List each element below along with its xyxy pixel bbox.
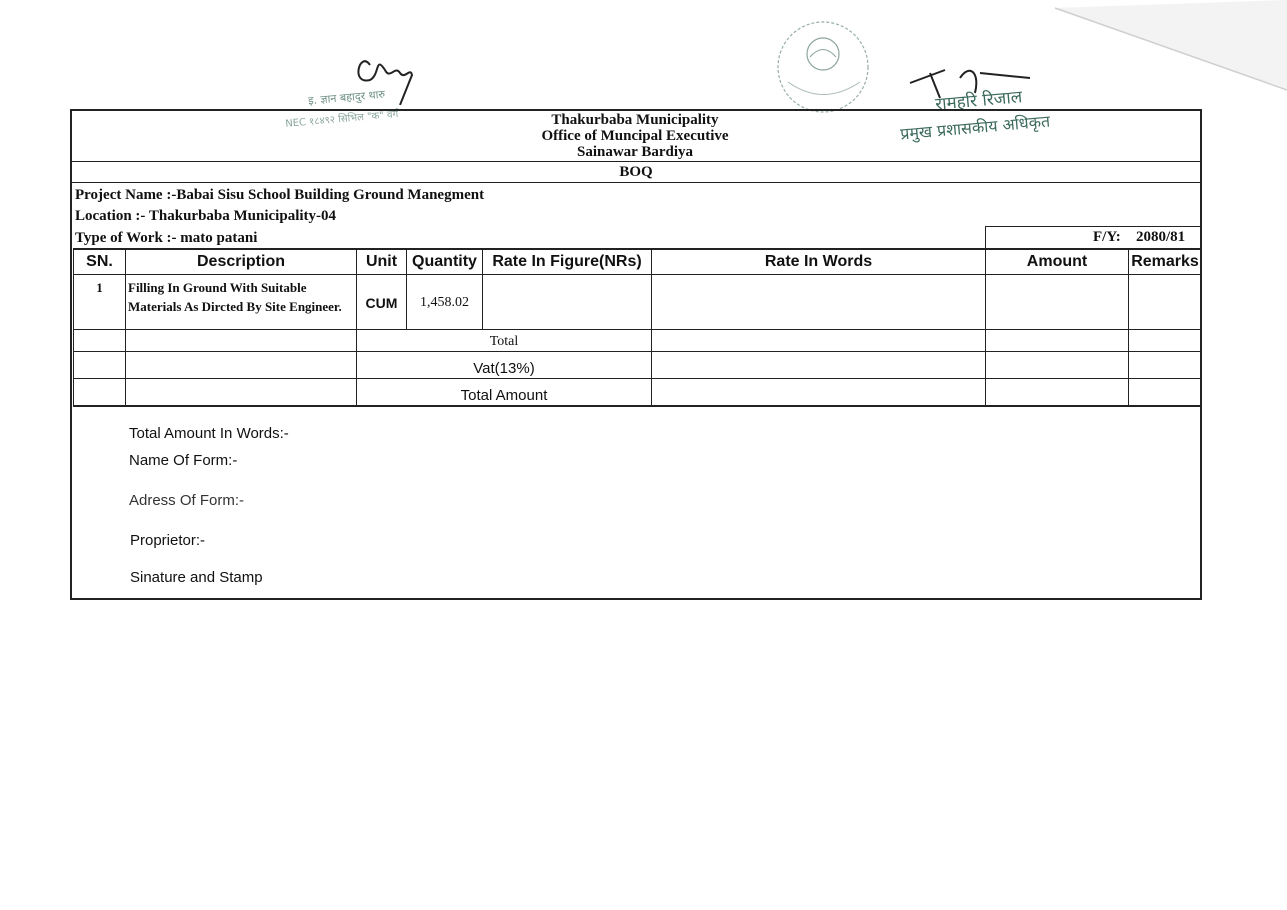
row-line bbox=[73, 405, 1201, 407]
header-rate-words: Rate In Words bbox=[764, 253, 873, 270]
header-sn: SN. bbox=[86, 253, 113, 270]
header-unit: Unit bbox=[365, 253, 398, 270]
col-line bbox=[1200, 248, 1201, 406]
engineer-stamp-line1: इ. ज्ञान बहादुर थारु bbox=[307, 87, 386, 108]
fiscal-year-label: F/Y: bbox=[1093, 229, 1121, 245]
header-description: Description bbox=[196, 253, 285, 270]
header-quantity: Quantity bbox=[412, 253, 477, 270]
col-line bbox=[356, 248, 357, 406]
header-rate-figure: Rate In Figure(NRs) bbox=[492, 253, 642, 270]
officer-name: रामहरि रिजाल bbox=[934, 87, 1024, 115]
table-header-line bbox=[73, 274, 1201, 275]
header-amount: Amount bbox=[1026, 253, 1088, 270]
col-line bbox=[73, 248, 74, 406]
row-description: Filling In Ground With Suitable Materials As Dircted By Site Engineer. bbox=[128, 280, 342, 314]
fiscal-year-value: 2080/81 bbox=[1136, 229, 1186, 245]
vat-label: Vat(13%) bbox=[473, 360, 535, 377]
address-of-firm-label: Adress Of Form:- bbox=[129, 492, 245, 509]
row-line bbox=[73, 378, 1201, 379]
header-remarks: Remarks bbox=[1131, 253, 1199, 270]
row-line bbox=[73, 351, 1201, 352]
col-line bbox=[651, 248, 652, 406]
signature-label: Sinature and Stamp bbox=[130, 569, 263, 586]
row-line bbox=[73, 329, 1201, 330]
divider bbox=[70, 182, 1201, 183]
proprietor-label: Proprietor:- bbox=[130, 532, 206, 549]
divider bbox=[70, 161, 1201, 162]
row-quantity: 1,458.02 bbox=[420, 295, 469, 310]
municipal-seal-icon bbox=[768, 12, 878, 122]
table-top-line bbox=[73, 248, 1201, 250]
office-address: Sainawar Bardiya bbox=[577, 144, 693, 160]
boq-title: BOQ bbox=[619, 164, 653, 180]
col-line bbox=[985, 248, 986, 406]
municipality-name: Thakurbaba Municipality bbox=[551, 112, 719, 128]
total-in-words-label: Total Amount In Words:- bbox=[129, 425, 289, 442]
name-of-firm-label: Name Of Form:- bbox=[129, 452, 238, 469]
officer-title: प्रमुख प्रशासकीय अधिकृत bbox=[899, 111, 1051, 144]
total-label: Total bbox=[489, 334, 519, 349]
col-line bbox=[1128, 248, 1129, 406]
project-location: Location :- Thakurbaba Municipality-04 bbox=[75, 208, 337, 224]
type-of-work: Type of Work :- mato patani bbox=[75, 230, 258, 246]
total-amount-label: Total Amount bbox=[460, 387, 548, 404]
project-name: Project Name :-Babai Sisu School Building Ground Manegment bbox=[75, 187, 485, 203]
row-unit: CUM bbox=[365, 295, 398, 311]
row-sn: 1 bbox=[96, 280, 103, 295]
office-name: Office of Muncipal Executive bbox=[541, 128, 729, 144]
col-line bbox=[125, 248, 126, 406]
engineer-stamp-line2: NEC १८४९२ सिभिल "क" वर्ग bbox=[284, 109, 399, 130]
